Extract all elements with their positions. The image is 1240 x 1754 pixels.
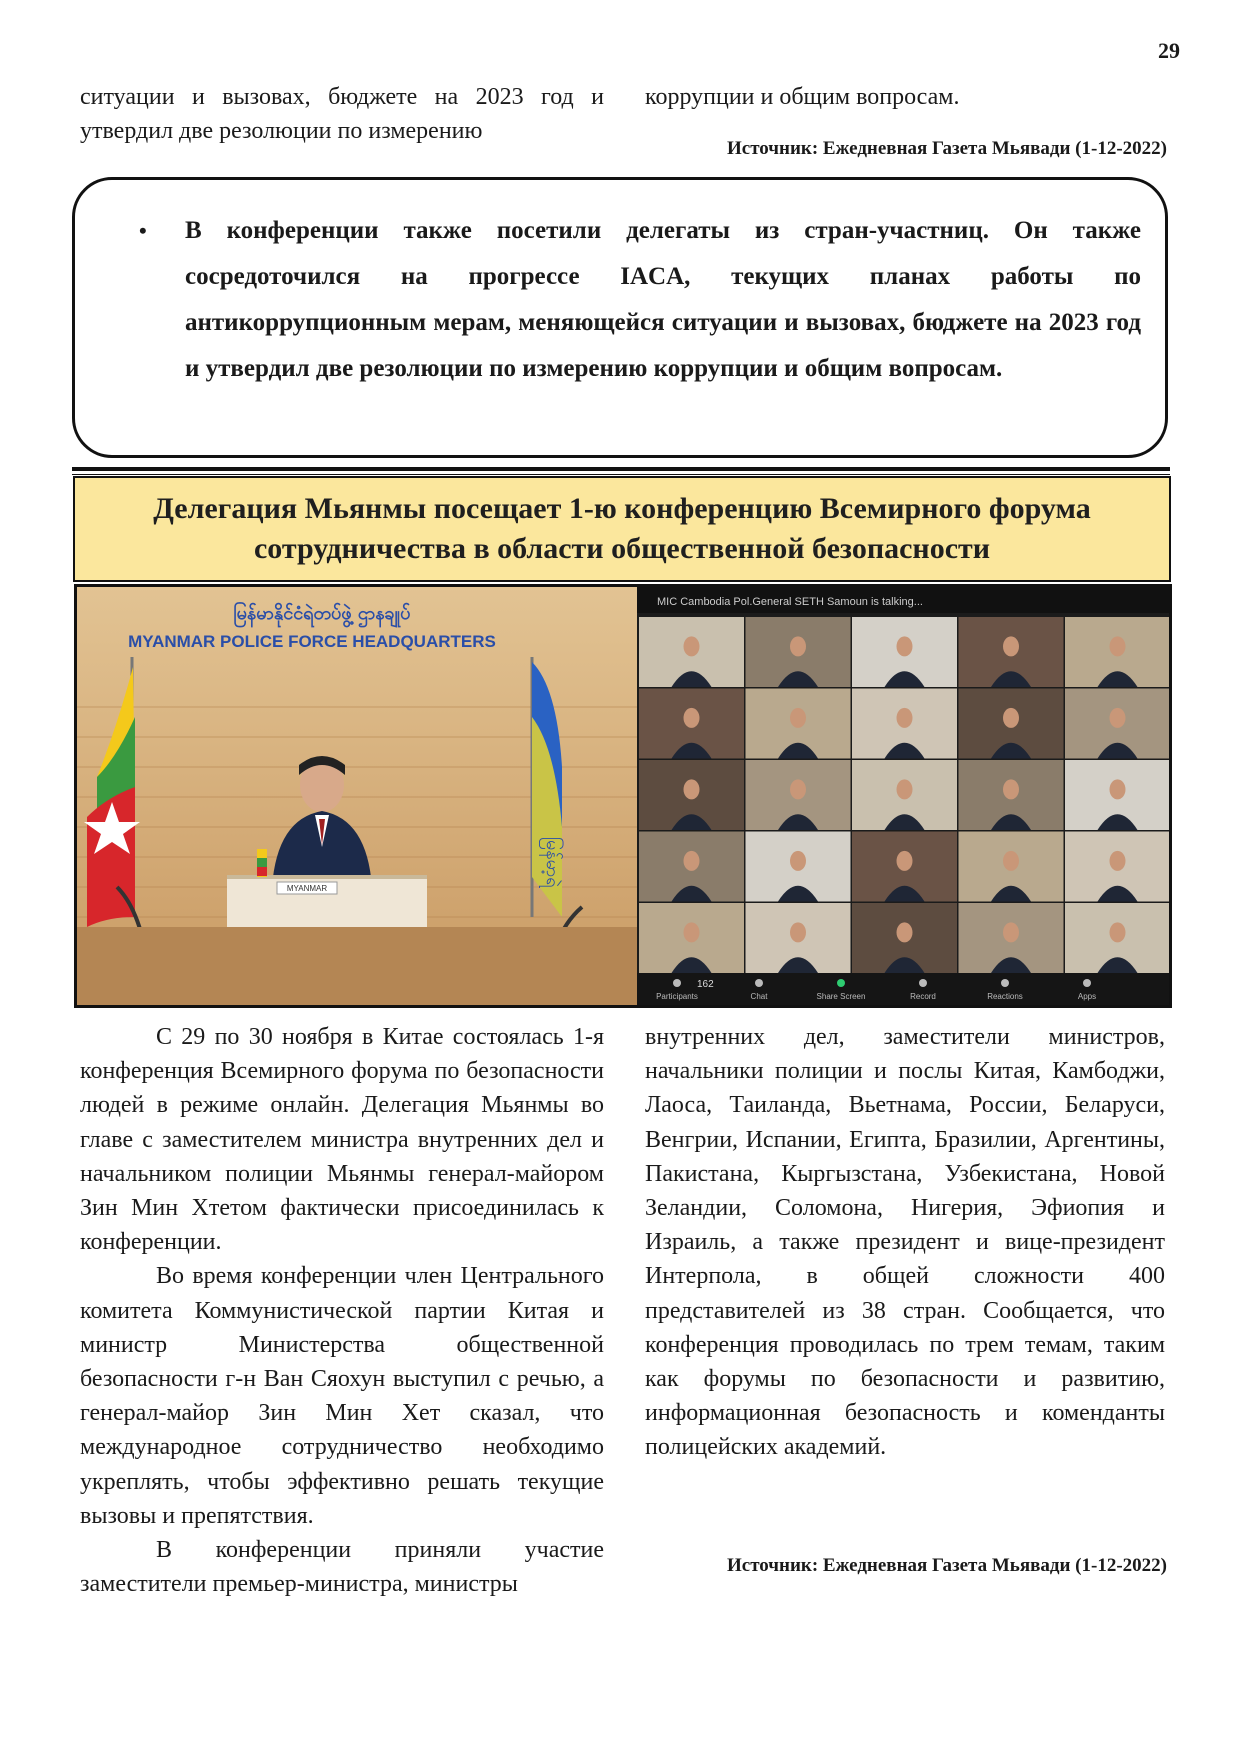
screen-title: MIC Cambodia Pol.General SETH Samoun is talking... — [657, 596, 923, 608]
article-paragraph: Во время конференции член Центрального комитета Коммунистической партии Китая и министр Министерства общественной безопасности г-н Ван Сяохун выступил с речью, а генерал-майор Зин Мин Хет сказал, что международное сотрудничество необходимо укреплять, чтобы эффективно решать текущие вызовы и препятствия. — [80, 1263, 604, 1529]
police-hq-photo — [77, 587, 637, 1005]
article-headline: Делегация Мьянмы посещает 1-ю конференцию Всемирного форума сотрудничества в области общественной безопасности — [153, 492, 1091, 565]
participant-head — [1110, 779, 1126, 799]
summary-item — [139, 208, 1141, 392]
bullet-icon: • — [139, 218, 147, 243]
participant-head — [684, 922, 700, 942]
participant-head — [684, 636, 700, 656]
summary-text: В конференции также посетили делегаты из стран-участниц. Он также сосредоточился на прогрессе IACA, текущих планах работы по антикоррупционным мерам, меняющейся ситуации и вызовах, бюджете на 2023 год и утвердил две резолюции по измерению коррупции и общим вопросам. — [185, 217, 1141, 382]
sign-myanmar-text: မြန်မာနိုင်ငံရဲတပ်ဖွဲ့ ဌာနချုပ် — [233, 603, 411, 624]
participant-head — [897, 779, 913, 799]
zoom-participant-count: 162 — [697, 979, 714, 990]
participant-head — [790, 922, 806, 942]
section-divider-thin — [72, 474, 1170, 475]
article-headline-banner — [73, 476, 1171, 582]
zoom-control-label: Record — [910, 992, 936, 1001]
video-conference-screenshot — [637, 587, 1169, 1005]
sign-english-text: MYANMAR POLICE FORCE HEADQUARTERS — [128, 632, 496, 651]
participant-head — [790, 636, 806, 656]
participant-head — [1003, 922, 1019, 942]
page-number: 29 — [1158, 38, 1180, 63]
article-photo — [74, 584, 1172, 1008]
top-left-column — [80, 80, 604, 148]
participant-head — [1003, 851, 1019, 871]
section-divider — [72, 467, 1170, 471]
participant-head — [897, 636, 913, 656]
zoom-control-label: Chat — [750, 992, 768, 1001]
participant-head — [897, 922, 913, 942]
zoom-control-label: Apps — [1077, 992, 1097, 1001]
participant-head — [1110, 851, 1126, 871]
summary-list — [133, 208, 1141, 392]
video-tiles — [639, 617, 1169, 973]
participant-head — [790, 779, 806, 799]
participant-head — [1003, 636, 1019, 656]
participant-head — [897, 851, 913, 871]
participant-head — [1110, 636, 1126, 656]
participant-head — [790, 851, 806, 871]
top-right-column — [645, 80, 1165, 114]
article-paragraph: В конференции приняли участие заместители премьер-министра, министры — [80, 1537, 604, 1598]
continued-text-right: коррупции и общим вопросам. — [645, 84, 960, 110]
summary-box — [72, 177, 1168, 458]
zoom-control-icon — [1001, 979, 1009, 987]
participant-head — [1110, 922, 1126, 942]
article-right-column — [645, 1020, 1165, 1465]
participant-head — [897, 708, 913, 728]
source-citation-top: Источник: Ежедневная Газета Мьявади (1-12-2022) — [727, 138, 1167, 159]
participant-head — [684, 851, 700, 871]
zoom-control-icon — [673, 979, 681, 987]
article-paragraph: С 29 по 30 ноября в Китае состоялась 1-я конференция Всемирного форума по безопасности людей в режиме онлайн. Делегация Мьянмы во главе с заместителем министра внутренних дел и начальником полиции Мьянмы генерал-майором Зин Мин Хтетом фактически присоединилась к конференции. — [80, 1024, 604, 1256]
continued-text-left: ситуации и вызовах, бюджете на 2023 год и утвердил две резолюции по измерению — [80, 84, 604, 144]
photo-illustration — [77, 587, 1169, 1005]
zoom-control-icon — [919, 979, 927, 987]
zoom-control-icon — [837, 979, 845, 987]
article-paragraph: внутренних дел, заместители министров, начальники полиции и послы Китая, Камбоджи, Лаоса, Таиланда, Вьетнама, России, Беларуси, Венгрии, Испании, Египта, Бразилии, Аргентины, Пакистана, Кыргызстана, Узбекистана, Новой Зеландии, Соломона, Нигерия, Эфиопия и Израиль, а также президент и вице-президент Интерпола, в общей сложности 400 представителей из 38 стран. Сообщается, что конференция проводилась по трем темам, таким как форумы по безопасности и развитию, информационная безопасность и коменданты полицейских академий. — [645, 1024, 1165, 1461]
zoom-control-icon — [755, 979, 763, 987]
participant-head — [1110, 708, 1126, 728]
flag-script-text: မြန်မာ့ရဲ — [542, 837, 563, 888]
name-plate-text: MYANMAR — [286, 884, 328, 893]
source-citation-bottom: Источник: Ежедневная Газета Мьявади (1-12-2022) — [727, 1555, 1167, 1576]
participant-head — [684, 708, 700, 728]
participant-head — [1003, 779, 1019, 799]
zoom-control-label: Share Screen — [816, 992, 866, 1001]
zoom-control-icon — [1083, 979, 1091, 987]
zoom-control-label: Reactions — [987, 992, 1023, 1001]
participant-head — [790, 708, 806, 728]
article-left-column — [80, 1020, 604, 1601]
participant-head — [684, 779, 700, 799]
participant-head — [1003, 708, 1019, 728]
zoom-control-label: Participants — [656, 992, 698, 1001]
